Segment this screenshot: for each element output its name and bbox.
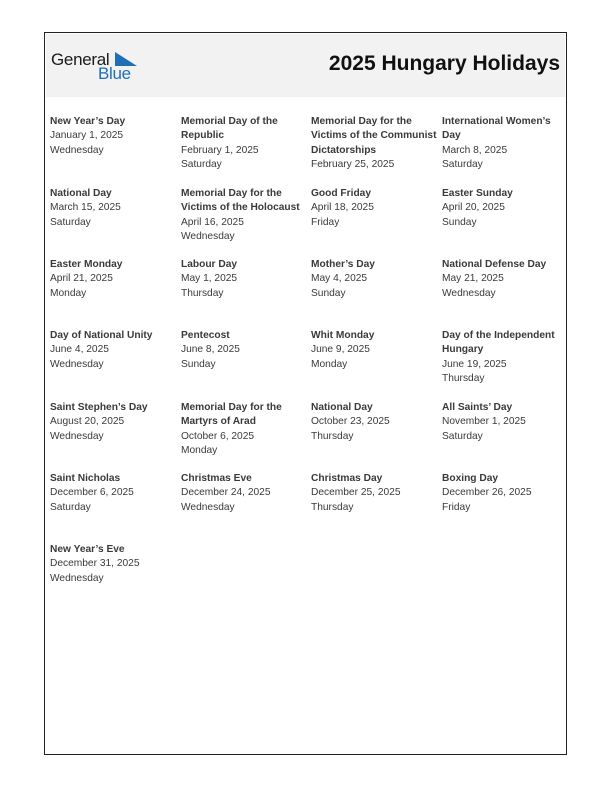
holiday-date: February 1, 2025 <box>181 144 259 156</box>
holiday-item <box>50 472 178 515</box>
holiday-weekday: Saturday <box>50 216 91 228</box>
holiday-weekday: Wednesday <box>50 144 104 156</box>
holiday-name: Good Friday <box>311 188 371 199</box>
holiday-name: Memorial Day for the Victims of the Holocaust <box>181 188 300 214</box>
holiday-name: International Women’s Day <box>442 116 551 142</box>
holiday-weekday: Thursday <box>442 372 485 384</box>
holiday-weekday: Wednesday <box>442 287 496 299</box>
holiday-item <box>181 329 309 372</box>
holiday-weekday: Thursday <box>311 501 354 513</box>
holiday-weekday: Saturday <box>442 158 483 170</box>
holiday-date: June 9, 2025 <box>311 344 370 356</box>
holiday-item <box>311 401 439 444</box>
holiday-weekday: Saturday <box>181 158 222 170</box>
holiday-weekday: Monday <box>181 444 218 456</box>
holiday-name: All Saints’ Day <box>442 402 513 413</box>
holiday-name: Memorial Day for the Martyrs of Arad <box>181 402 282 428</box>
holiday-name: National Day <box>50 188 112 199</box>
holiday-date: May 21, 2025 <box>442 273 504 285</box>
holiday-name: Easter Monday <box>50 259 123 270</box>
holiday-date: January 1, 2025 <box>50 130 124 142</box>
holiday-date: December 6, 2025 <box>50 487 134 499</box>
holiday-date: June 8, 2025 <box>181 344 240 356</box>
generalblue-logo <box>51 50 141 84</box>
holiday-name: Whit Monday <box>311 330 375 341</box>
holiday-date: April 18, 2025 <box>311 202 374 214</box>
logo-text-blue: Blue <box>98 64 131 83</box>
holiday-name: Christmas Eve <box>181 473 252 484</box>
holiday-weekday: Wednesday <box>50 430 104 442</box>
holiday-date: December 24, 2025 <box>181 487 271 499</box>
holiday-item <box>442 329 570 386</box>
holiday-date: June 4, 2025 <box>50 344 109 356</box>
holiday-item <box>442 187 570 230</box>
holiday-item <box>50 258 178 301</box>
holiday-name: Pentecost <box>181 330 230 341</box>
holiday-item <box>50 329 178 372</box>
holiday-weekday: Sunday <box>311 287 346 299</box>
holiday-item <box>181 258 309 301</box>
holiday-name: New Year’s Day <box>50 116 126 127</box>
holiday-weekday: Friday <box>311 216 340 228</box>
logo-text-general: General <box>51 50 110 69</box>
holiday-item <box>311 329 439 372</box>
holiday-name: National Day <box>311 402 373 413</box>
holiday-date: October 23, 2025 <box>311 416 390 428</box>
holiday-date: April 20, 2025 <box>442 202 505 214</box>
holiday-weekday: Friday <box>442 501 471 513</box>
holiday-item <box>181 187 309 244</box>
holiday-name: Christmas Day <box>311 473 383 484</box>
holiday-item <box>181 472 309 515</box>
holiday-date: June 19, 2025 <box>442 358 507 370</box>
holiday-item <box>181 115 309 172</box>
holiday-item <box>50 401 178 444</box>
holiday-item <box>442 115 570 172</box>
holiday-name: Day of the Independent Hungary <box>442 330 555 356</box>
holiday-name: Day of National Unity <box>50 330 153 341</box>
holiday-date: March 8, 2025 <box>442 144 508 156</box>
holiday-name: Memorial Day of the Republic <box>181 116 278 142</box>
holiday-name: Labour Day <box>181 259 238 270</box>
holiday-item <box>311 115 439 172</box>
page-frame <box>44 32 567 755</box>
holiday-weekday: Saturday <box>50 501 91 513</box>
holiday-name: Boxing Day <box>442 473 499 484</box>
holiday-item <box>442 401 570 444</box>
holiday-date: February 25, 2025 <box>311 158 395 170</box>
page-title: 2025 Hungary Holidays <box>328 52 560 75</box>
holiday-weekday: Thursday <box>311 430 354 442</box>
holiday-weekday: Saturday <box>442 430 483 442</box>
holiday-weekday: Monday <box>311 358 348 370</box>
holiday-date: April 16, 2025 <box>181 216 244 228</box>
holiday-date: December 31, 2025 <box>50 558 140 570</box>
holiday-date: April 21, 2025 <box>50 273 113 285</box>
holiday-date: May 4, 2025 <box>311 273 368 285</box>
holiday-weekday: Wednesday <box>181 230 235 242</box>
holiday-weekday: Thursday <box>181 287 224 299</box>
holiday-weekday: Sunday <box>181 358 216 370</box>
holiday-name: Saint Nicholas <box>50 473 121 484</box>
holiday-weekday: Monday <box>50 287 87 299</box>
header-bar <box>46 34 565 97</box>
holiday-name: National Defense Day <box>442 259 547 270</box>
holiday-name: Saint Stephen’s Day <box>50 402 148 413</box>
holiday-date: October 6, 2025 <box>181 430 255 442</box>
holiday-date: August 20, 2025 <box>50 416 125 428</box>
holiday-date: November 1, 2025 <box>442 416 526 428</box>
holiday-item <box>442 258 570 301</box>
holiday-weekday: Sunday <box>442 216 477 228</box>
holiday-item <box>442 472 570 515</box>
holiday-item <box>311 258 439 301</box>
holiday-item <box>311 187 439 230</box>
holiday-date: December 25, 2025 <box>311 487 401 499</box>
holiday-date: May 1, 2025 <box>181 273 238 285</box>
holiday-date: December 26, 2025 <box>442 487 532 499</box>
holiday-item <box>181 401 309 458</box>
holiday-name: Memorial Day for the Victims of the Communist Dictatorships <box>311 116 437 156</box>
holiday-weekday: Wednesday <box>181 501 235 513</box>
holiday-item <box>311 472 439 515</box>
holiday-weekday: Wednesday <box>50 572 104 584</box>
holiday-name: New Year’s Eve <box>50 544 125 555</box>
holiday-name: Easter Sunday <box>442 188 513 199</box>
holiday-name: Mother’s Day <box>311 259 375 270</box>
holiday-weekday: Wednesday <box>50 358 104 370</box>
holiday-item <box>50 543 178 586</box>
holiday-date: March 15, 2025 <box>50 202 121 214</box>
holiday-item <box>50 187 178 230</box>
holiday-item <box>50 115 178 158</box>
